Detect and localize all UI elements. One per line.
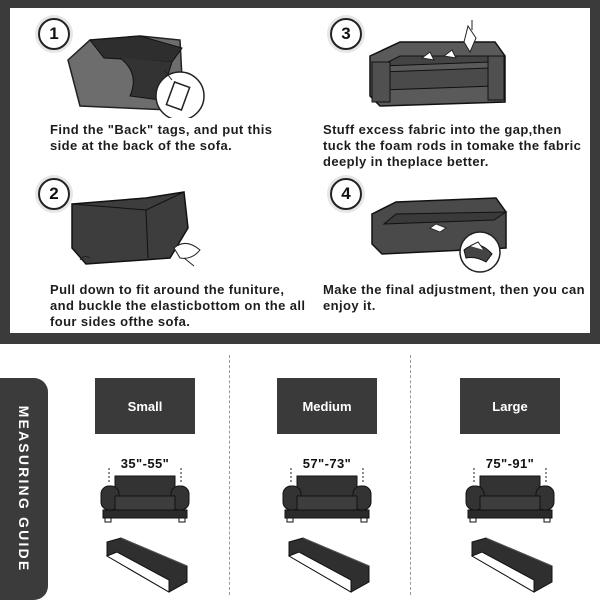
step-1	[10, 8, 300, 168]
step-4	[300, 168, 590, 333]
step-3-text: Stuff excess fabric into the gap,then tuck the foam rods in tomake the fabric deeply in theplace better.	[323, 122, 582, 169]
step-2-text: Pull down to fit around the funiture, and buckle the elasticbottom on the all four sides ofthe sofa.	[50, 282, 306, 329]
size-range: 35"-55"	[120, 456, 170, 471]
sofa-front-icon	[460, 466, 560, 528]
step-number-badge: 2	[38, 178, 70, 210]
column-divider	[410, 355, 411, 595]
step-2	[10, 168, 306, 333]
step-3	[300, 8, 590, 168]
size-range: 57"-73"	[302, 456, 352, 471]
column-divider	[229, 355, 230, 595]
sofa-pull-down-illustration	[66, 188, 216, 274]
step-number-badge: 1	[38, 18, 70, 50]
sofa-back-tags-illustration	[60, 18, 210, 118]
step-4-text: Make the final adjustment, then you can enjoy it.	[323, 282, 585, 313]
sofa-final-adjustment-illustration	[366, 184, 516, 274]
sofa-perspective-icon	[103, 536, 191, 596]
step-number-badge: 4	[330, 178, 362, 210]
size-label-box: Medium	[277, 378, 377, 434]
step-number-badge: 3	[330, 18, 362, 50]
step-1-text: Find the "Back" tags, and put this side at the back of the sofa.	[50, 122, 273, 153]
size-label-box: Small	[95, 378, 195, 434]
size-range: 75"-91"	[485, 456, 535, 471]
instructions-inner	[10, 8, 590, 333]
sofa-stuffing-illustration	[360, 16, 510, 116]
size-label-box: Large	[460, 378, 560, 434]
sofa-front-icon	[277, 466, 377, 528]
sofa-perspective-icon	[285, 536, 373, 596]
measuring-guide-label: MEASURING GUIDE	[16, 405, 32, 573]
sofa-front-icon	[95, 466, 195, 528]
sofa-perspective-icon	[468, 536, 556, 596]
